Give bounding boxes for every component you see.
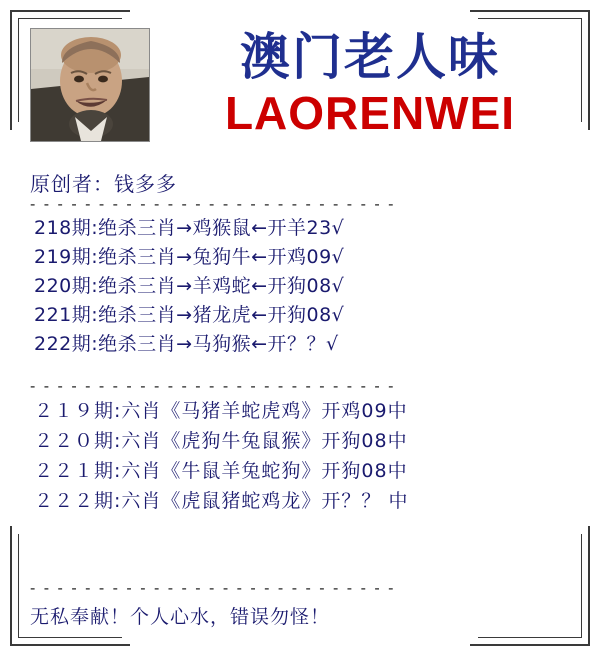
list-item: 222期:绝杀三肖→马狗猴←开？？√ [34, 333, 339, 355]
list-item: 218期:绝杀三肖→鸡猴鼠←开羊23√ [34, 217, 345, 239]
poster-header [30, 28, 576, 148]
portrait-photo [30, 28, 150, 142]
forecast-list-one [34, 214, 580, 359]
divider-middle: - - - - - - - - - - - - - - - - - - - - - - - - - - - [30, 378, 396, 395]
list-item: 219期:绝杀三肖→兔狗牛←开鸡09√ [34, 246, 345, 268]
title-group [164, 28, 576, 140]
page-title-cn: 澳门老人味 [240, 28, 500, 86]
list-item: ２２１期:六肖《牛鼠羊兔蛇狗》开狗08中 [34, 460, 408, 482]
list-item: ２１９期:六肖《马猪羊蛇虎鸡》开鸡09中 [34, 400, 408, 422]
list-item: 220期:绝杀三肖→羊鸡蛇←开狗08√ [34, 275, 345, 297]
divider-bottom: - - - - - - - - - - - - - - - - - - - - - - - - - - - [30, 580, 396, 597]
forecast-list-two [34, 396, 580, 516]
author-line: 原创者：钱多多 [30, 172, 177, 196]
page-title-en: LAORENWEI [224, 87, 516, 139]
divider-top: - - - - - - - - - - - - - - - - - - - - - - - - - - - [30, 196, 396, 213]
list-item: ２２２期:六肖《虎鼠猪蛇鸡龙》开？？ 中 [34, 490, 409, 512]
list-item: ２２０期:六肖《虎狗牛兔鼠猴》开狗08中 [34, 430, 408, 452]
list-item: 221期:绝杀三肖→猪龙虎←开狗08√ [34, 304, 345, 326]
footer-note: 无私奉献！个人心水，错误勿怪！ [30, 606, 331, 628]
